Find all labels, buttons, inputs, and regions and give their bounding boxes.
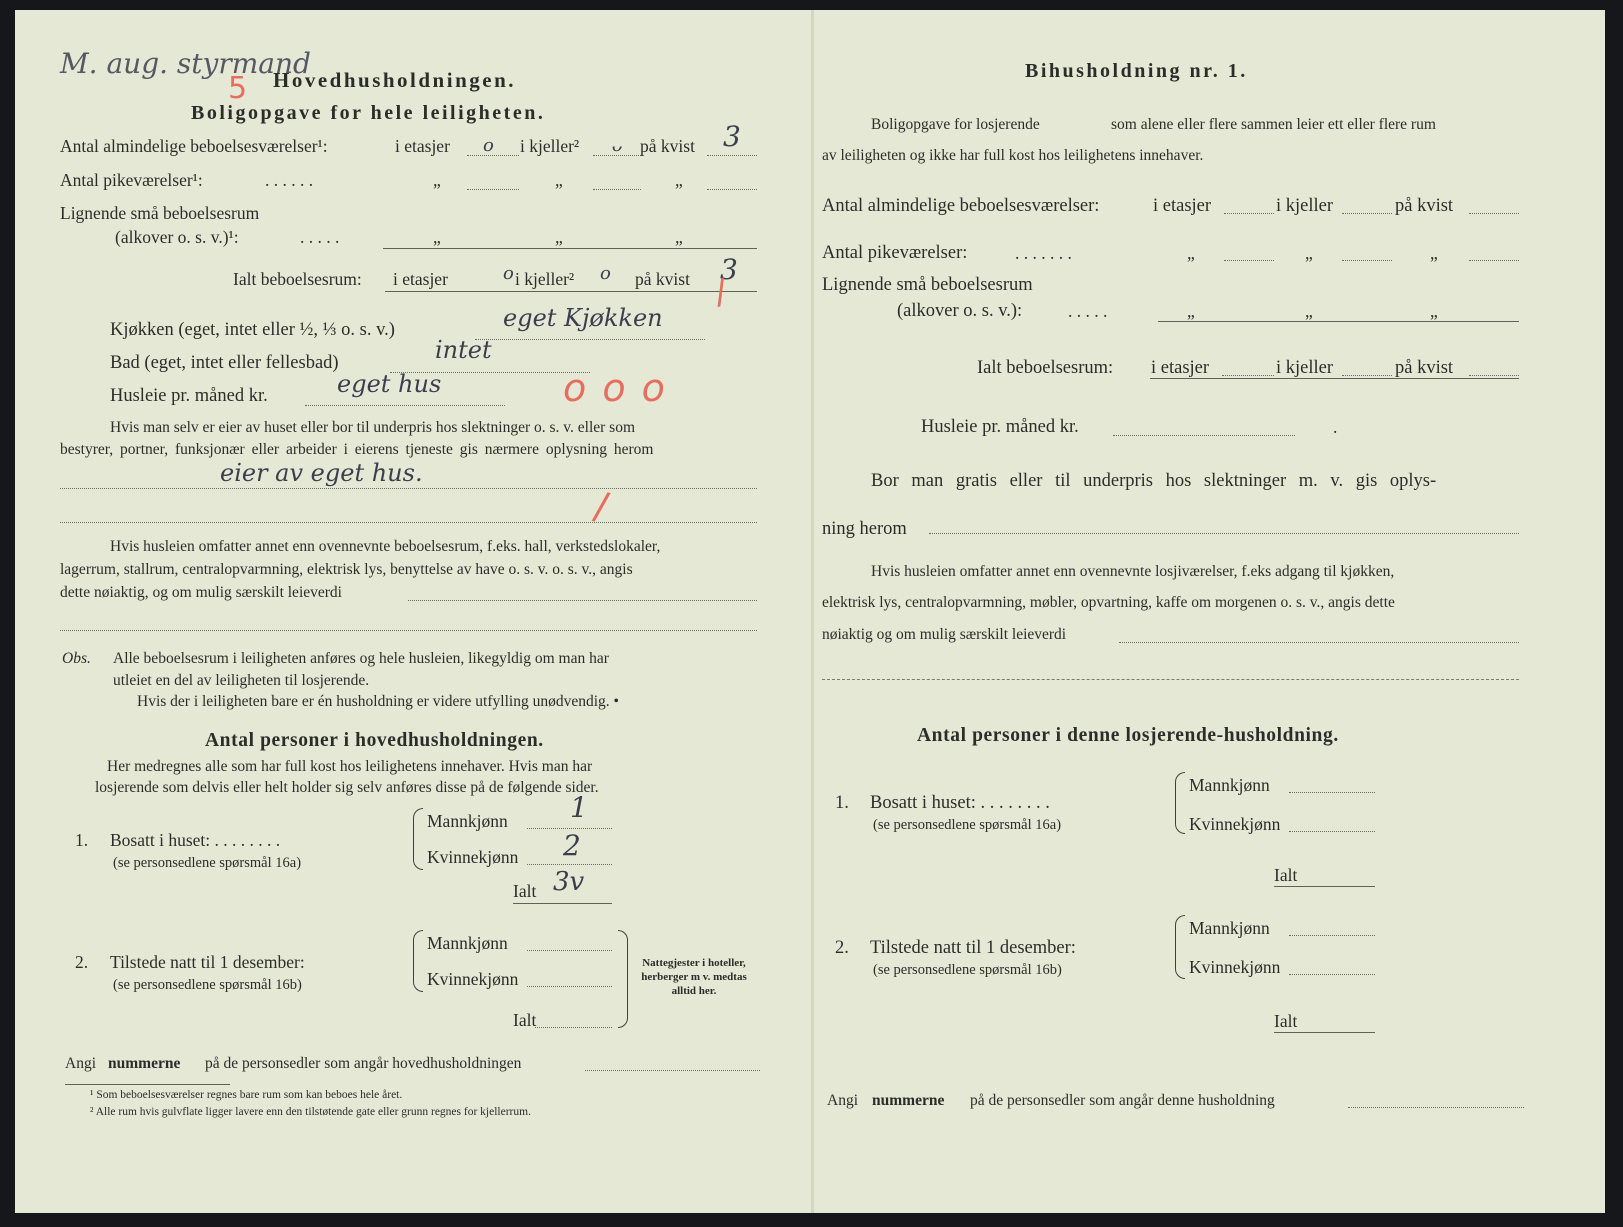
ditto-mark: „ [555, 170, 563, 190]
field-extras [1119, 642, 1519, 643]
field-present-male [1289, 935, 1375, 936]
field-resident-female [527, 864, 612, 865]
ditto-mark: „ [675, 227, 683, 247]
label-floor: i etasjer [1153, 196, 1212, 216]
value-total-attic: 3 [720, 253, 738, 286]
label-small-rooms: Lignende små beboelsesrum [60, 203, 260, 223]
brace [413, 930, 423, 992]
field-attic [707, 155, 757, 156]
field-owner-note [60, 488, 757, 489]
field-rent [305, 405, 505, 406]
value-resident-male: 1 [570, 791, 588, 824]
field-maid-attic [707, 189, 757, 190]
ditto-mark: „ [675, 170, 683, 190]
footnote-1: ¹ Som beboelsesværelser regnes bare rum som kan beboes hele året. [90, 1089, 403, 1101]
ditto-mark: „ [1430, 243, 1438, 263]
field-extras-2 [60, 630, 757, 631]
ditto-mark: „ [1430, 301, 1438, 321]
underline-present-total [1274, 1032, 1375, 1033]
heading-persons-lodger: Antal personer i denne losjerende-husholdning. [917, 725, 1339, 746]
field-present-total [535, 1027, 612, 1028]
label-total: Ialt [513, 881, 537, 901]
value-attic: 3 [723, 120, 741, 153]
ditto-mark: „ [555, 227, 563, 247]
value-total-cellar: o [600, 263, 611, 284]
persons-intro-line1: Her medregnes alle som har full kost hos leilighetens innehaver. Hvis man har [107, 758, 593, 775]
label-cellar: i kjeller² [520, 136, 580, 156]
free-rent-line1: Bor man gratis eller til underpris hos slektninger m. v. gis oplys- [871, 471, 1437, 491]
brace [413, 808, 423, 870]
angi-suffix: på de personsedler som angår denne husholdning [970, 1092, 1275, 1109]
item-number-2: 2. [835, 938, 849, 958]
label-rent: Husleie pr. måned kr. [110, 386, 268, 406]
ditto-mark: „ [1187, 301, 1195, 321]
extras-note-line2: lagerrum, stallrum, centralopvarmning, elektrisk lys, benyttelse av have o. s. v. o. s. v., angis [60, 561, 633, 578]
page-fold [811, 10, 814, 1213]
field-present-male [527, 950, 612, 951]
field-maid-floor [467, 189, 519, 190]
label-attic: på kvist [1395, 196, 1454, 216]
subheading-dwelling: Boligopgave for hele leiligheten. [191, 102, 546, 124]
field-maid-cellar [593, 189, 641, 190]
item-number-1: 1. [75, 830, 89, 850]
label-present-ref: (se personsedlene spørsmål 16b) [113, 977, 302, 993]
label-alcoves-right: (alkover o. s. v.): [897, 301, 1023, 321]
extras-note-line3-right: nøiaktig og om mulig særskilt leieverdi [822, 626, 1067, 643]
label-kitchen: Kjøkken (eget, intet eller ½, ⅓ o. s. v.) [110, 320, 395, 340]
heading-sub-household: Bihusholdning nr. 1. [1025, 60, 1248, 82]
value-cellar: ᴗ [611, 135, 622, 156]
label-female: Kvinnekjønn [427, 969, 519, 989]
field-maid-floor [1224, 260, 1274, 261]
extras-note-line3: dette nøiaktig, og om mulig særskilt leieverdi [60, 584, 342, 601]
label-ordinary-rooms: Antal almindelige beboelsesværelser¹: [60, 136, 328, 156]
underline-small-rooms [1158, 321, 1519, 322]
field-kitchen [475, 339, 705, 340]
value-resident-total: 3v [553, 867, 585, 897]
angi-bold: nummerne [108, 1055, 181, 1072]
value-floor: o [483, 135, 494, 156]
red-annotation-5: 5 [228, 71, 248, 106]
ditto-mark: „ [433, 227, 441, 247]
label-present-ref: (se personsedlene spørsmål 16b) [873, 962, 1062, 978]
footnote-2: ² Alle rum hvis gulvflate ligger lavere enn den tilstøtende gate eller grunn regnes for kjellerrum. [90, 1106, 531, 1118]
label-floor: i etasjer [393, 269, 448, 289]
extras-note-line2-right: elektrisk lys, centralopvarmning, møbler, opvartning, kaffe om morgenen o. s. v., angis dette [822, 594, 1395, 611]
heading-main-household: Hovedhusholdningen. [273, 68, 517, 92]
leader-dots: . . . . . . [265, 170, 314, 190]
label-male: Mannkjønn [427, 811, 508, 831]
brace [1175, 772, 1185, 834]
brace [618, 930, 628, 1028]
field-cellar [1342, 213, 1392, 214]
field-owner-note-2 [60, 522, 757, 523]
obs-line1: Alle beboelsesrum i leiligheten anføres og hele husleien, likegyldig om man har [113, 650, 609, 667]
angi-prefix: Angi [65, 1055, 96, 1072]
label-total-rooms: Ialt beboelsesrum: [233, 269, 362, 289]
value-owner-note: eier av eget hus. [220, 459, 423, 487]
label-total: Ialt [1274, 1011, 1298, 1031]
owner-note-line2: bestyrer, portner, funksjonær eller arbeider i eierens tjeneste gis nærmere oplysning herom [60, 441, 654, 458]
field-floor [1224, 213, 1274, 214]
night-guests-note: Nattegjester i hoteller, herberger m v. medtas alltid her. [641, 957, 747, 997]
label-ordinary-rooms-right: Antal almindelige beboelsesværelser: [822, 196, 1100, 216]
label-attic: på kvist [1395, 358, 1454, 378]
rent-period: . [1333, 417, 1338, 437]
label-cellar: i kjeller [1276, 358, 1334, 378]
field-angi [585, 1070, 760, 1071]
label-resident-ref: (se personsedlene spørsmål 16a) [113, 855, 302, 871]
label-cellar: i kjeller [1276, 196, 1334, 216]
field-total-cellar [1342, 375, 1392, 376]
ditto-mark: „ [433, 170, 441, 190]
underline-resident-total [513, 903, 612, 904]
label-cellar: i kjeller² [515, 269, 575, 289]
label-male: Mannkjønn [427, 933, 508, 953]
field-total-floor [1222, 375, 1274, 376]
label-male: Mannkjønn [1189, 918, 1270, 938]
field-present-female [1289, 974, 1375, 975]
label-total: Ialt [513, 1010, 537, 1030]
value-bath: intet [435, 336, 492, 364]
field-resident-female [1289, 831, 1375, 832]
value-kitchen: eget Kjøkken [503, 304, 663, 332]
census-form-sheet [15, 10, 1605, 1213]
angi-suffix: på de personsedler som angår hovedhusholdningen [205, 1055, 522, 1072]
label-maid-rooms-right: Antal pikeværelser: [822, 243, 968, 263]
label-attic: på kvist [640, 136, 695, 156]
label-rent-right: Husleie pr. måned kr. [921, 417, 1079, 437]
extras-note-line1: Hvis husleien omfatter annet enn ovennevnte beboelsesrum, f.eks. hall, verkstedslokaler, [110, 538, 661, 555]
field-rent [1113, 435, 1295, 436]
angi-bold: nummerne [872, 1092, 945, 1109]
heading-persons-main: Antal personer i hovedhusholdningen. [205, 730, 544, 751]
red-stroke: / [590, 483, 613, 529]
field-extras-2 [822, 679, 1519, 680]
value-rent: eget hus [337, 370, 442, 398]
obs-line3: Hvis der i leiligheten bare er én husholdning er videre utfylling unødvendig. • [137, 693, 619, 710]
label-female: Kvinnekjønn [1189, 957, 1281, 977]
leader-dots: . . . . . [300, 227, 340, 247]
footnote-separator [65, 1084, 230, 1085]
label-resident: Bosatt i huset: . . . . . . . . [870, 793, 1050, 813]
ditto-mark: „ [1305, 243, 1313, 263]
red-annotation-zeros: o o o [563, 366, 667, 410]
label-maid-rooms: Antal pikeværelser¹: [60, 170, 203, 190]
field-present-female [527, 986, 612, 987]
lodger-intro-line2: av leiligheten og ikke har full kost hos leilighetens innehaver. [822, 147, 1204, 164]
obs-label: Obs. [62, 650, 91, 667]
label-male: Mannkjønn [1189, 775, 1270, 795]
lodger-intro-line1-bold: Boligopgave for losjerende [871, 116, 1040, 133]
label-female: Kvinnekjønn [427, 847, 519, 867]
item-number-1: 1. [835, 793, 849, 813]
angi-prefix: Angi [827, 1092, 858, 1109]
field-free-rent [929, 533, 1519, 534]
label-female: Kvinnekjønn [1189, 814, 1281, 834]
handwritten-occupation-note: M. aug. styrmand [60, 47, 311, 80]
field-angi [1348, 1107, 1524, 1108]
field-maid-attic [1469, 260, 1519, 261]
persons-intro-line2: losjerende som delvis eller helt holder sig selv anføres disse på de følgende sider. [95, 779, 599, 796]
leader-dots: . . . . . . . [1015, 243, 1072, 263]
field-total-attic [1469, 375, 1519, 376]
label-present: Tilstede natt til 1 desember: [870, 938, 1076, 958]
ditto-mark: „ [1305, 301, 1313, 321]
field-attic [1469, 213, 1519, 214]
label-floor: i etasjer [1151, 358, 1210, 378]
value-resident-female: 2 [563, 829, 581, 862]
red-stroke: / [711, 271, 730, 313]
brace [1175, 915, 1185, 979]
label-bath: Bad (eget, intet eller fellesbad) [110, 353, 339, 373]
label-total-rooms-right: Ialt beboelsesrum: [977, 358, 1114, 378]
label-small-rooms-right: Lignende små beboelsesrum [822, 275, 1033, 295]
lodger-intro-line1: som alene eller flere sammen leier ett eller flere rum [1111, 116, 1436, 133]
extras-note-line1-right: Hvis husleien omfatter annet enn ovennevnte losjiværelser, f.eks adgang til kjøkken, [871, 563, 1395, 580]
label-alcoves: (alkover o. s. v.)¹: [115, 227, 239, 247]
field-resident-male [1289, 792, 1375, 793]
underline-resident-total [1274, 886, 1375, 887]
label-present: Tilstede natt til 1 desember: [110, 952, 305, 972]
label-resident: Bosatt i huset: . . . . . . . . [110, 830, 281, 850]
label-attic: på kvist [635, 269, 690, 289]
ditto-mark: „ [1187, 243, 1195, 263]
item-number-2: 2. [75, 952, 89, 972]
owner-note-line1: Hvis man selv er eier av huset eller bor til underpris hos slektninger o. s. v. eller som [110, 419, 636, 436]
free-rent-line2: ning herom [822, 519, 907, 539]
field-maid-cellar [1342, 260, 1392, 261]
label-resident-ref: (se personsedlene spørsmål 16a) [873, 817, 1062, 833]
leader-dots: . . . . . [1068, 301, 1108, 321]
obs-line2: utleiet en del av leiligheten til losjerende. [113, 672, 370, 689]
underline-total-rooms [385, 291, 757, 292]
value-total-floor: o [503, 263, 514, 284]
underline-small-rooms [383, 248, 757, 249]
field-extras [408, 600, 757, 601]
label-total: Ialt [1274, 865, 1298, 885]
label-floor: i etasjer [395, 136, 450, 156]
